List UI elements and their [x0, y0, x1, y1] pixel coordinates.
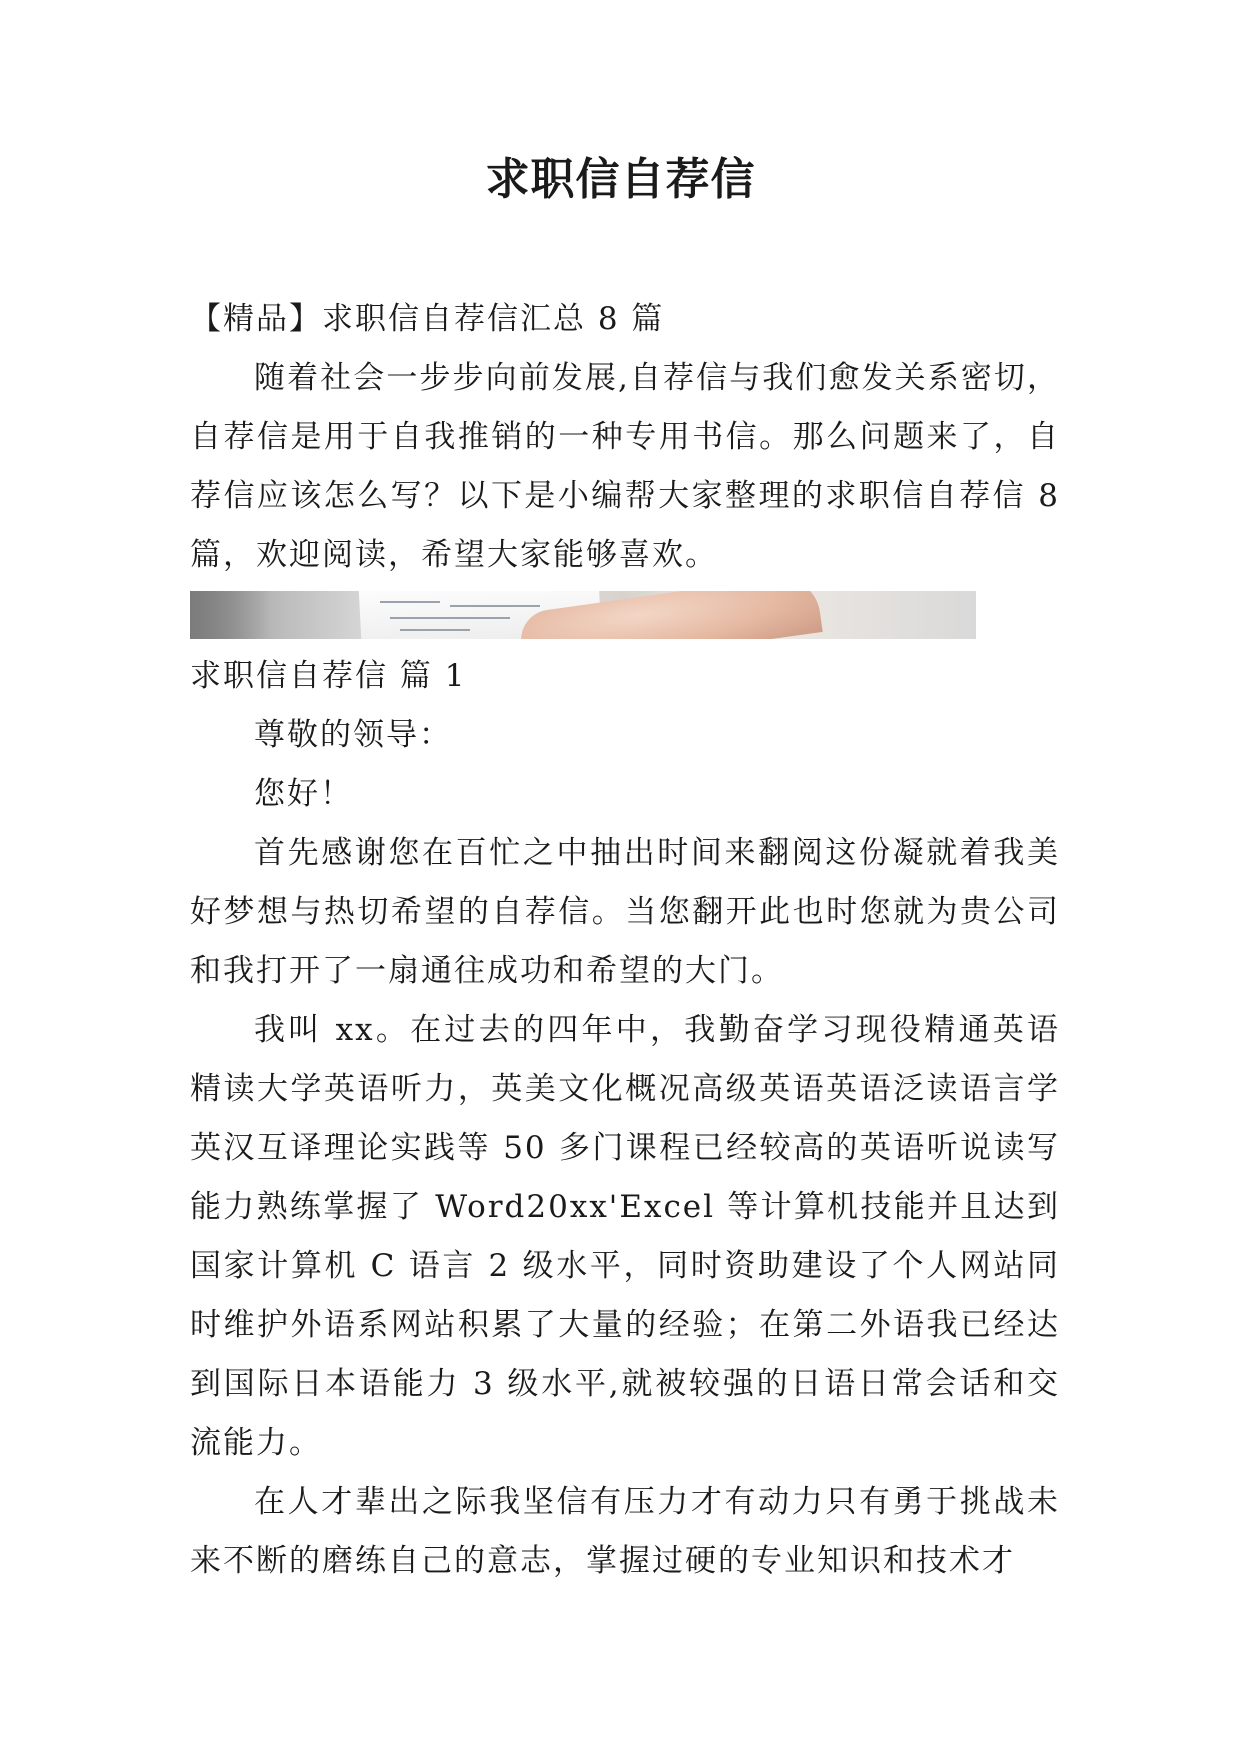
body-paragraph: 在人才辈出之际我坚信有压力才有动力只有勇于挑战未来不断的磨练自己的意志，掌握过硬的专业知识和技术才	[190, 1484, 1060, 1579]
intro-heading: 【精品】求职信自荐信汇总 8 篇	[190, 301, 665, 337]
body-paragraph: 我叫 xx。在过去的四年中，我勤奋学习现役精通英语精读大学英语听力，英美文化概况高级英语英语泛读语言学英汉互译理论实践等 50 多门课程已经较高的英语听说读写能力熟练掌握了 Word20xx'Excel 等计算机技能并且达到国家计算机 C 语言 2 级水平，同时资助建设了个人网站同时维护外语系网站积累了大量的经验；在第二外语我已经达到国际日本语能力 3 级水平,就被较强的日语日常会话和交流能力。	[190, 1012, 1060, 1461]
greeting: 您好！	[254, 776, 353, 812]
section-heading: 求职信自荐信 篇 1	[190, 658, 467, 694]
document-title: 求职信自荐信	[485, 154, 756, 205]
intro-paragraph: 随着社会一步步向前发展,自荐信与我们愈发关系密切，自荐信是用于自我推销的一种专用书信。那么问题来了，自荐信应该怎么写？以下是小编帮大家整理的求职信自荐信 8 篇，欢迎阅读，希望大家能够喜欢。	[190, 360, 1060, 573]
salutation: 尊敬的领导：	[254, 717, 452, 753]
body-paragraph: 首先感谢您在百忙之中抽出时间来翻阅这份凝就着我美好梦想与热切希望的自荐信。当您翻开此也时您就为贵公司和我打开了一扇通往成功和希望的大门。	[190, 835, 1060, 989]
banner-image	[190, 591, 976, 639]
document-body	[190, 290, 1060, 1591]
